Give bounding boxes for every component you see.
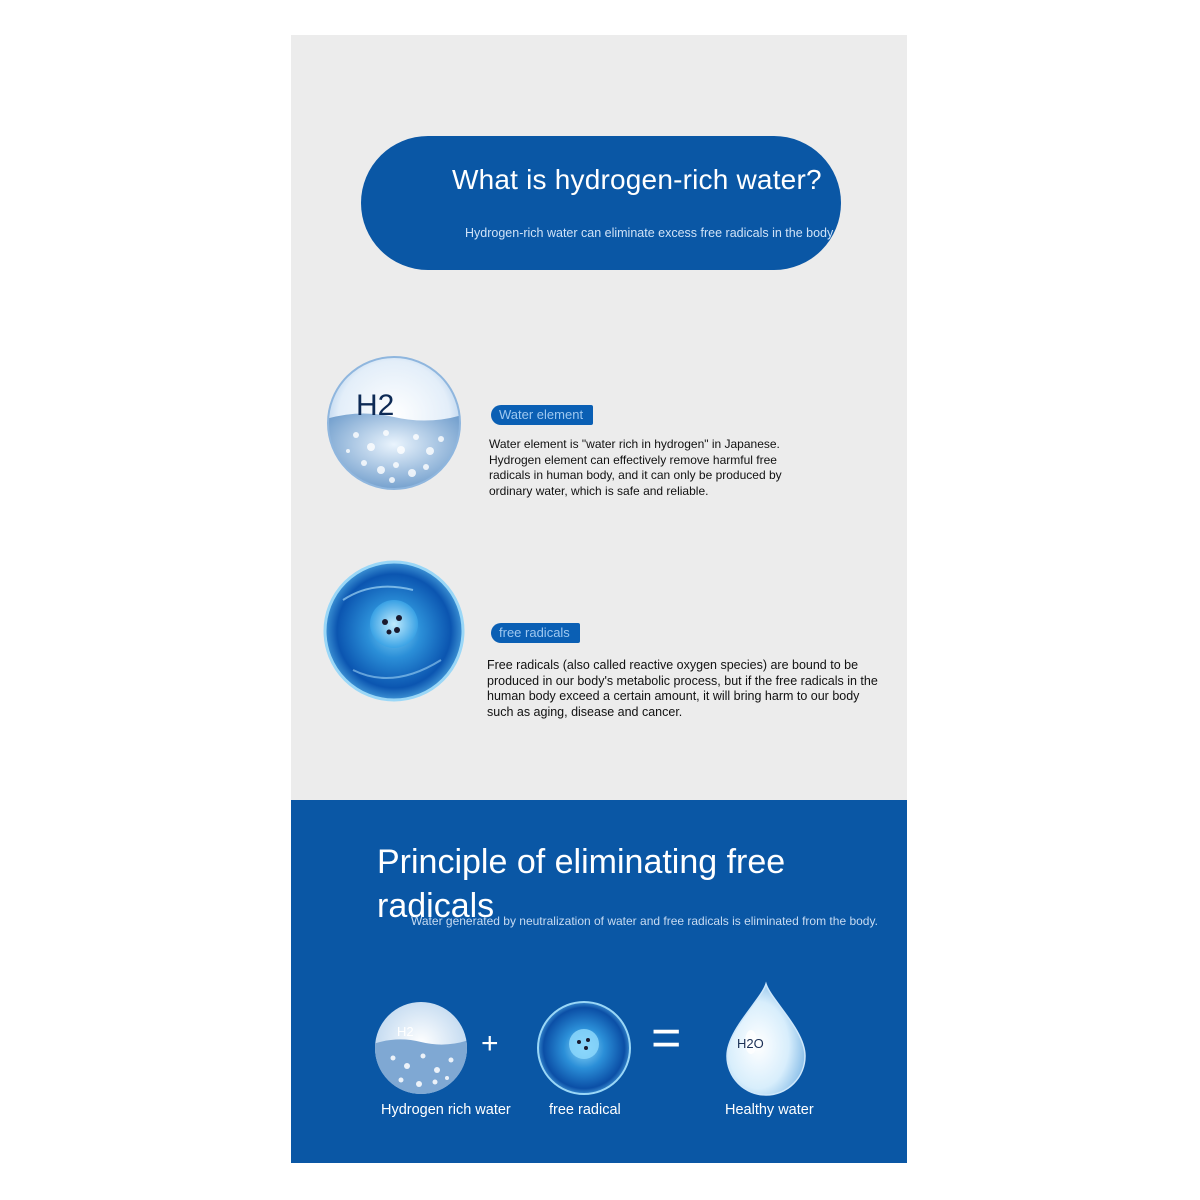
h2o-icon-label: H2O [737,1036,764,1051]
principle-section [291,800,907,1163]
plus-sign: + [481,1027,499,1060]
water-drop-icon [721,980,811,1100]
header-pill [361,136,841,270]
free-radical-orb-icon [323,560,465,702]
h2-water-bubble-icon [326,355,462,491]
free-radicals-tag: free radicals [491,623,580,643]
equals-sign: = [651,1009,682,1067]
free-radicals-section [291,560,907,730]
header-subtitle: Hydrogen-rich water can eliminate excess free radicals in the body [465,226,834,240]
water-element-section [291,355,907,505]
principle-subtitle: Water generated by neutralization of water and free radicals is eliminated from the body. [411,914,878,928]
free-radical-label: free radical [549,1102,621,1118]
water-element-description: Water element is "water rich in hydrogen" in Japanese. Hydrogen element can effectively remove harmful free radicals in human body, and it can only be produced by ordinary water, which is safe and reliable. [489,437,782,498]
free-radicals-description: Free radicals (also called reactive oxygen species) are bound to be produced in our body's metabolic process, but if the free radicals in the human body exceed a certain amount, it will bring harm to our body such as aging, disease and cancer. [487,658,878,719]
header-title: What is hydrogen-rich water? [452,164,822,195]
hydrogen-rich-water-label: Hydrogen rich water [381,1102,511,1118]
healthy-water-label: Healthy water [725,1102,814,1118]
principle-title: Principle of eliminating free radicals [377,843,786,925]
water-element-tag: Water element [491,405,593,425]
h2-small-icon-label: H2 [397,1024,414,1039]
infographic-panel [291,35,907,1163]
h2-icon-label: H2 [356,389,395,422]
free-radical-small-icon [536,1000,632,1096]
hydrogen-water-icon [373,1000,469,1096]
